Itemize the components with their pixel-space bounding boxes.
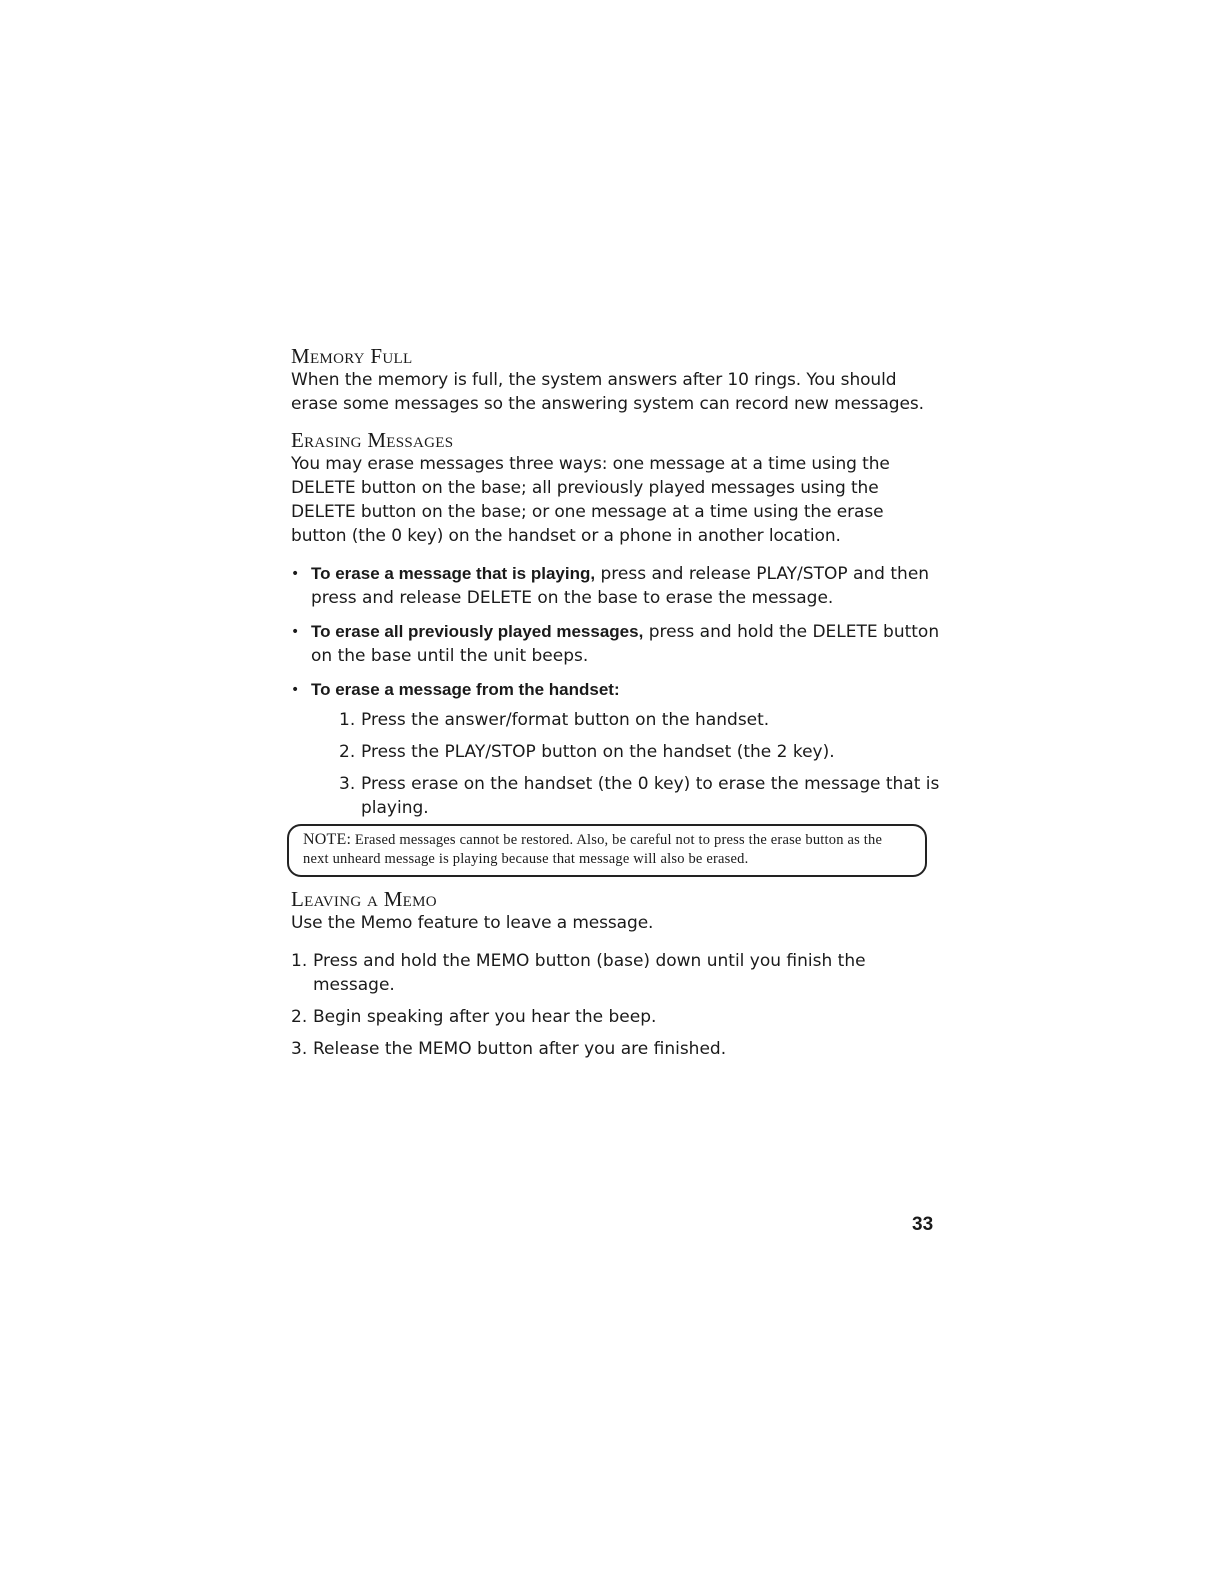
list-item — [291, 562, 941, 610]
step-text: Press the answer/format button on the handset. — [361, 710, 770, 730]
page-content — [291, 344, 941, 1069]
note-text: Erased messages cannot be restored. Also, be careful not to press the erase button as the next unheard message is playing because that message will also be erased. — [303, 832, 883, 867]
note-label: NOTE: — [303, 831, 352, 848]
step-text: Press erase on the handset (the 0 key) to erase the message that is playing. — [361, 774, 940, 818]
erasing-messages-heading: Erasing Messages — [291, 428, 454, 452]
list-item — [291, 1037, 941, 1061]
step-number: 1. — [291, 951, 308, 971]
step-text: Press and hold the MEMO button (base) down until you finish the message. — [313, 951, 866, 995]
memory-full-body: When the memory is full, the system answers after 10 rings. You should erase some messages so the answering system can record new messages. — [291, 370, 924, 414]
erasing-messages-body: You may erase messages three ways: one message at a time using the DELETE button on the base; all previously played messages using the DELETE button on the base; or one message at a time using the erase button (the 0 key) on the handset or a phone in another location. — [291, 454, 890, 546]
handset-steps-list — [339, 708, 941, 820]
bullet-bold-lead: To erase a message from the handset: — [311, 680, 620, 699]
leaving-memo-heading: Leaving a Memo — [291, 887, 437, 911]
step-text: Press the PLAY/STOP button on the handset (the 2 key). — [361, 742, 835, 762]
bullet-icon: • — [291, 624, 300, 640]
bullet-bold-lead: To erase all previously played messages, — [311, 622, 644, 641]
list-item — [291, 949, 941, 997]
list-item — [339, 772, 941, 820]
list-item — [291, 1005, 941, 1029]
page-number: 33 — [912, 1214, 934, 1235]
step-number: 3. — [291, 1039, 308, 1059]
list-item — [291, 620, 941, 668]
list-item — [291, 678, 941, 820]
bullet-bold-lead: To erase a message that is playing, — [311, 564, 596, 583]
step-number: 2. — [291, 1007, 308, 1027]
step-text: Release the MEMO button after you are finished. — [313, 1039, 727, 1059]
bullet-icon: • — [291, 566, 300, 582]
erase-methods-list — [291, 562, 941, 820]
list-item — [339, 708, 941, 732]
bullet-text: press and release PLAY/STOP and then press and release DELETE on the base to erase the message. — [311, 564, 930, 608]
bullet-text: press and hold the DELETE button on the base until the unit beeps. — [311, 622, 940, 666]
bullet-icon: • — [291, 682, 300, 698]
step-number: 2. — [339, 742, 356, 762]
leaving-memo-body: Use the Memo feature to leave a message. — [291, 913, 654, 933]
memory-full-heading: Memory Full — [291, 344, 413, 368]
list-item — [339, 740, 941, 764]
step-number: 1. — [339, 710, 356, 730]
step-text: Begin speaking after you hear the beep. — [313, 1007, 657, 1027]
memo-steps-list — [291, 949, 941, 1061]
step-number: 3. — [339, 774, 356, 794]
note-box — [287, 824, 927, 877]
